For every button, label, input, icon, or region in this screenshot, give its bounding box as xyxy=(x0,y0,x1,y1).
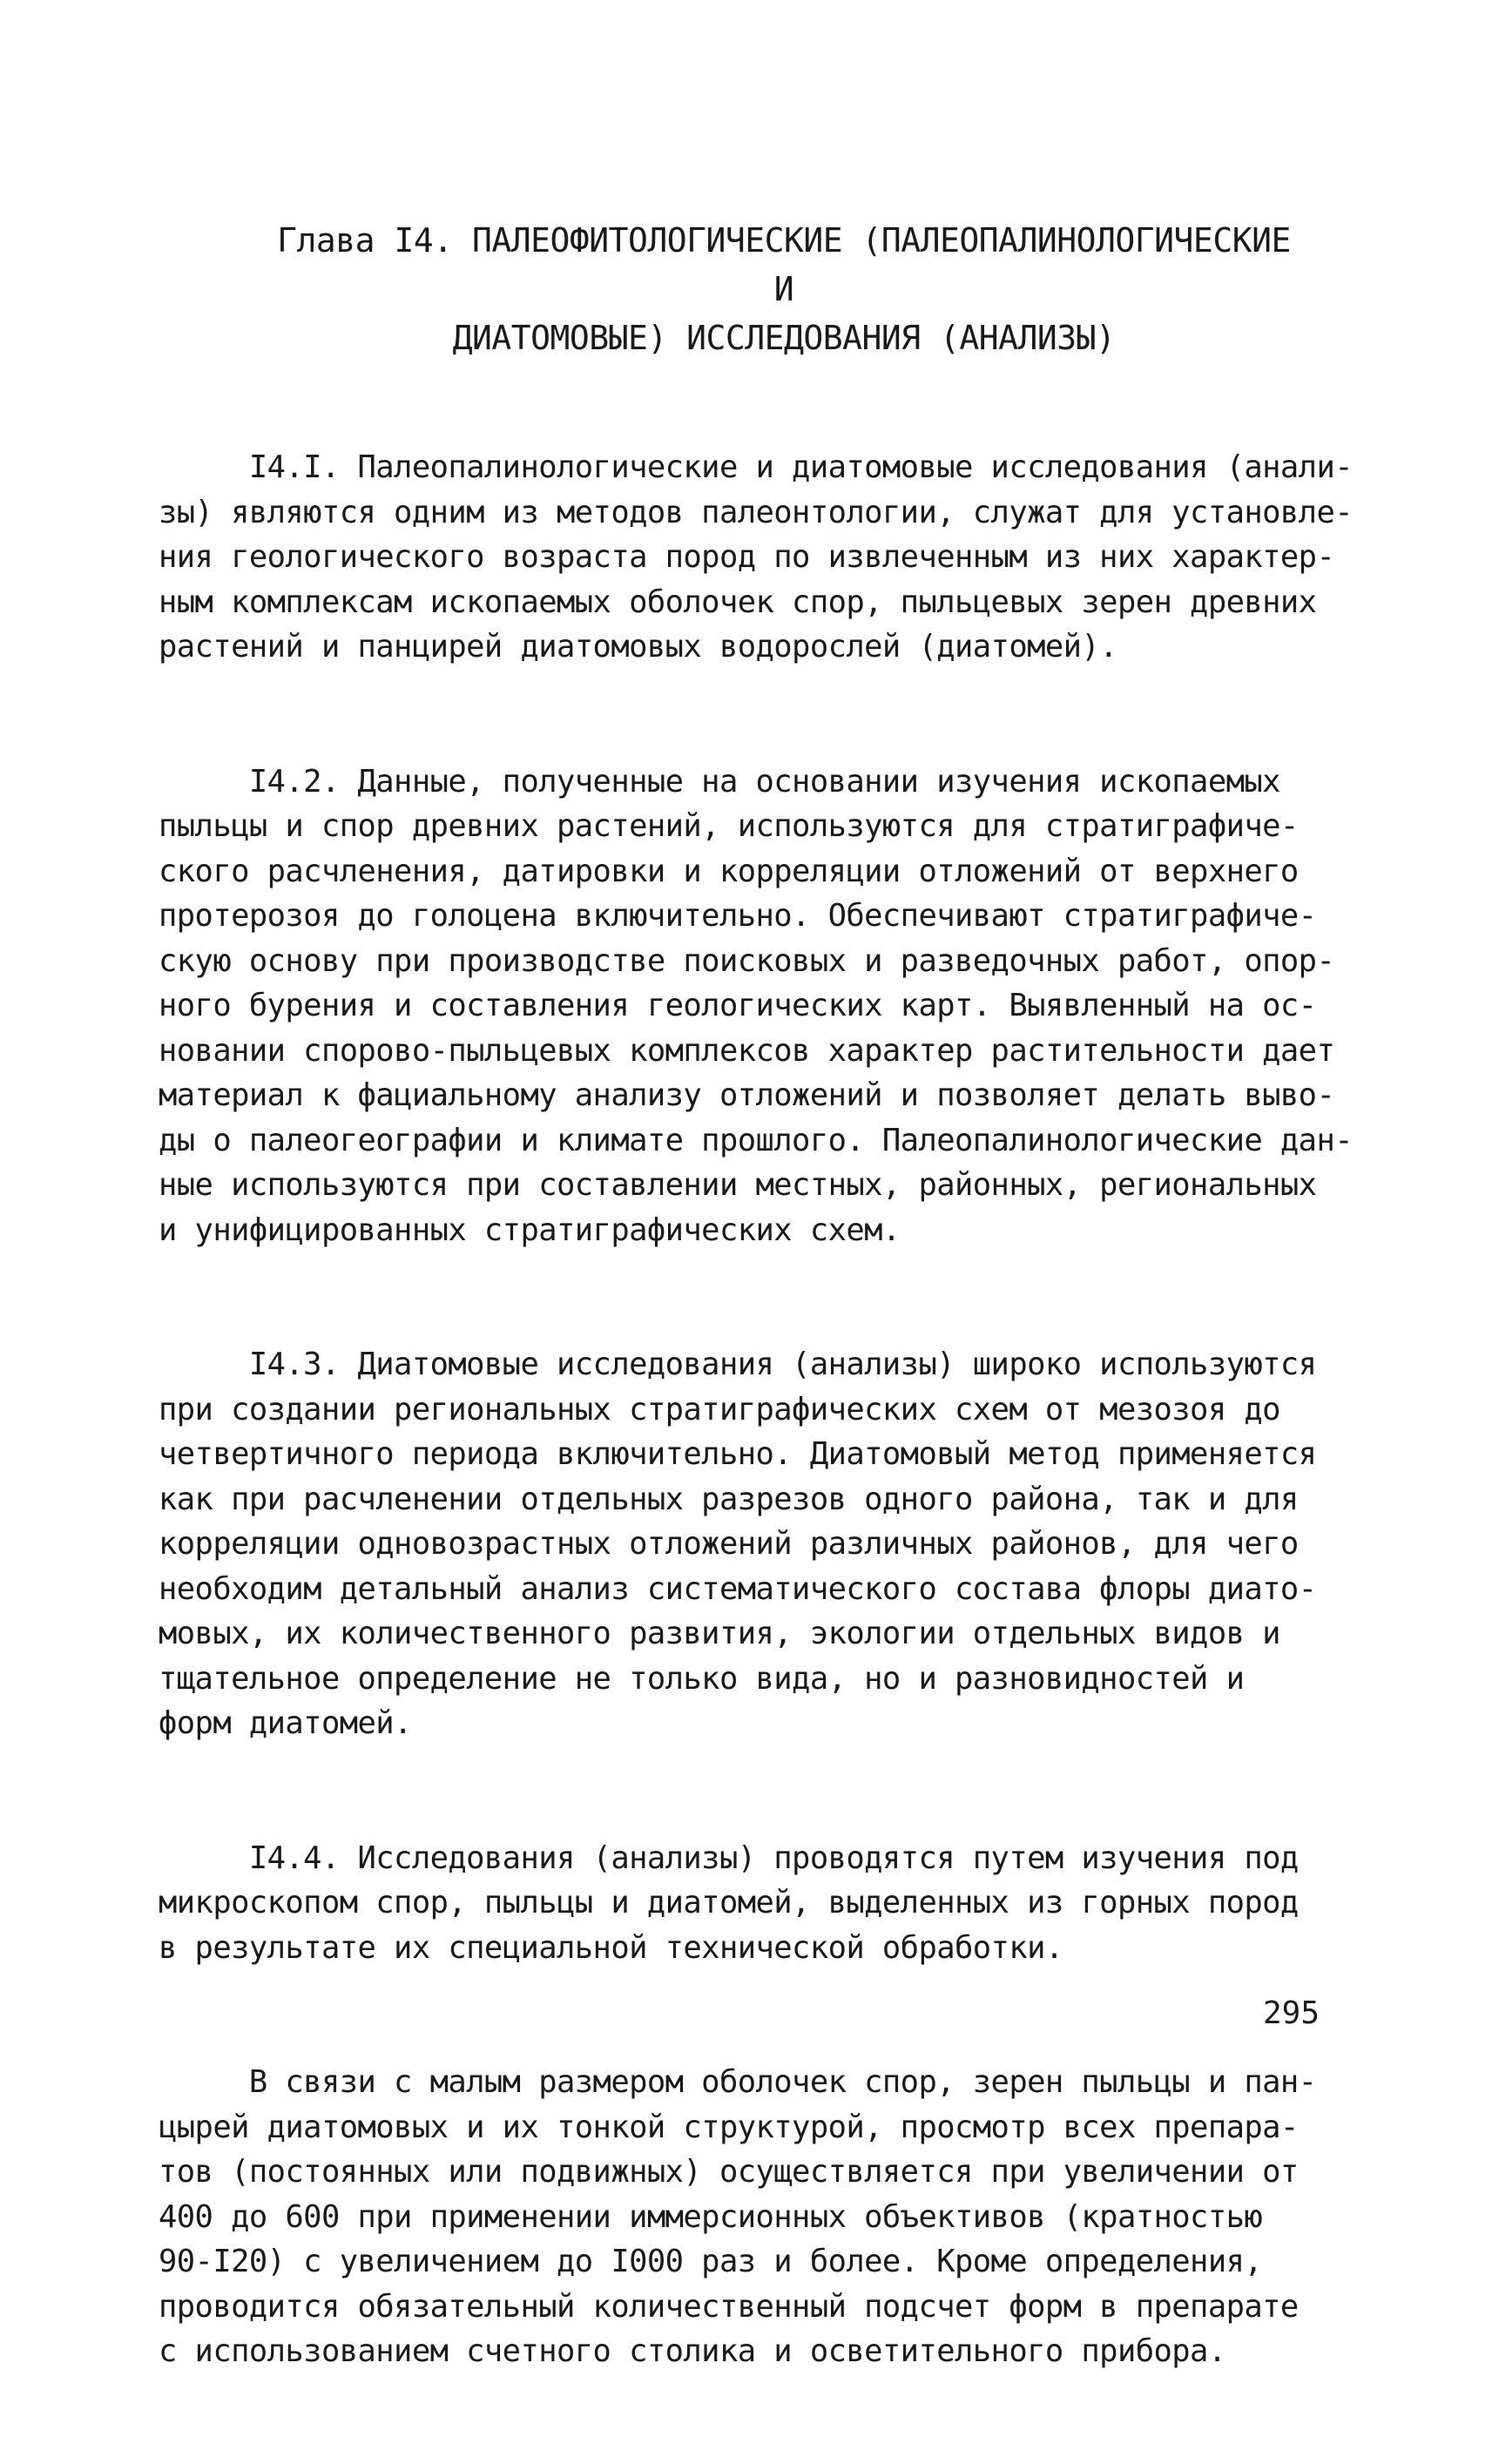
paragraph-14-2: I4.2. Данные, полученные на основании изучения ископаемых пыльцы и спор древних растений, используются для стратиграфиче- ского расчленения, датировки и корреляции отложений от верхнего протерозоя до голоцена включительно. Обеспечивают стратиграфиче- скую основу при производстве поисковых и разведочных работ, опор- ного бурения и составления геологических карт. Выявленный на ос- новании спорово-пыльцевых комплексов характер растительности дает материал к фациальному анализу отложений и позволяет делать выво- ды о палеогеографии и климате прошлого. Палеопалинологические дан- ные используются при составлении местных, районных, региональных и унифицированных стратиграфических схем. xyxy=(159,763,1354,1248)
paragraph-magnification: В связи с малым размером оболочек спор, зерен пыльцы и пан- цырей диатомовых и их тонкой структурой, просмотр всех препара- тов (постоянных или подвижных) осуществляется при увеличении от 400 до 600 при применении иммерсионных объективов (кратностью 90-I20) с увеличением до I000 раз и более. Кроме определения, проводится обязательный количественный подсчет форм в препарате с использованием счетного столика и осветительного прибора. xyxy=(159,2064,1317,2369)
page-number: 295 xyxy=(1263,1995,1320,2031)
paragraph-14-4: I4.4. Исследования (анализы) проводятся путем изучения под микроскопом спор, пыльцы и диатомей, выделенных из горных пород в результате их специальной технической обработки. xyxy=(159,1840,1299,1966)
paragraph-14-3: I4.3. Диатомовые исследования (анализы) широко используются при создании региональных стратиграфических схем от мезозоя до четвертичного периода включительно. Диатомовый метод применяется как при расчленении отдельных разрезов одного района, так и для корреляции одновозрастных отложений различных районов, для чего необходим детальный анализ систематического состава флоры диато- мовых, их количественного развития, экологии отдельных видов и тщательное определение не только вида, но и разновидностей и форм диатомей. xyxy=(159,1347,1317,1741)
chapter-heading: Глава I4. ПАЛЕОФИТОЛОГИЧЕСКИЕ (ПАЛЕОПАЛИНОЛОГИЧЕСКИЕ И ДИАТОМОВЫЕ) ИССЛЕДОВАНИЯ (АНАЛИЗЫ) xyxy=(277,221,1291,357)
paragraph-14-1: I4.I. Палеопалинологические и диатомовые исследования (анали- зы) являются одним из методов палеонтологии, служат для установле- ния геологического возраста пород по извлеченным из них характер- ным комплексам ископаемых оболочек спор, пыльцевых зерен древних растений и панцирей диатомовых водорослей (диатомей). xyxy=(159,449,1354,665)
body-text xyxy=(159,355,1378,2464)
